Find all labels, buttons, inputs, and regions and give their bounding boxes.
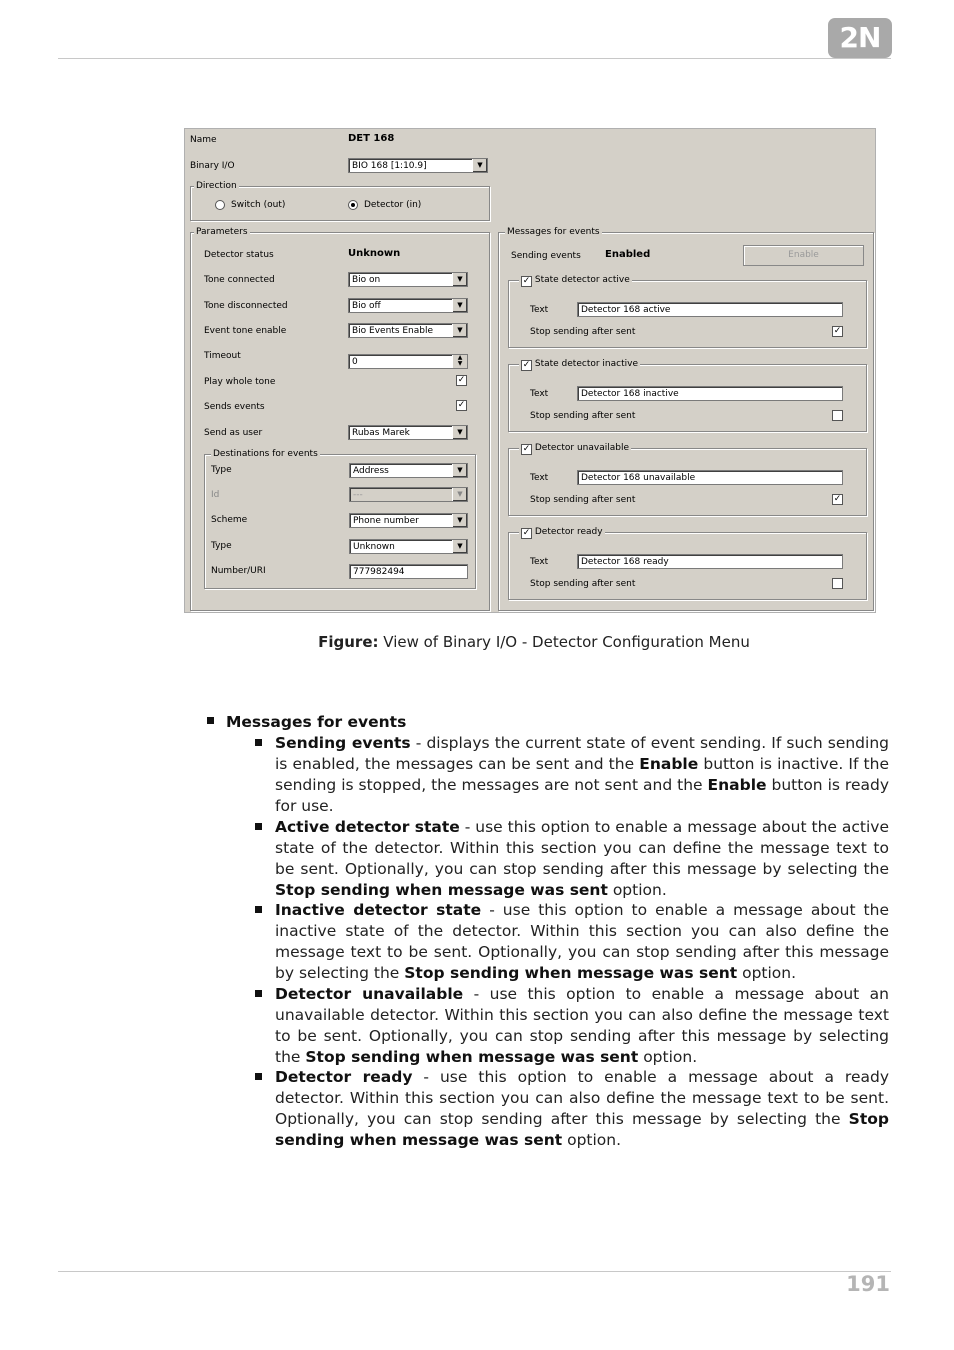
text-run: option. (562, 1130, 622, 1149)
play-whole-label: Play whole tone (204, 377, 276, 387)
list-item (275, 1067, 889, 1151)
figure-caption (0, 633, 954, 651)
text-label: Text (530, 557, 549, 567)
direction-group (190, 181, 490, 221)
detector-unavailable-text-input[interactable]: Detector 168 unavailable (577, 470, 843, 485)
enable-button[interactable]: Enable (743, 245, 864, 266)
direction-title: Direction (196, 181, 237, 191)
detector-ready-text-input[interactable]: Detector 168 ready (577, 554, 843, 569)
switch-label: Switch (out) (231, 200, 286, 210)
text-run: - use this option to enable a message about the inactive state of the detector. Within this section you can also define the message text to be sent. Optionally, you can stop sending after this message by selecting the (275, 901, 889, 982)
type-label: Type (211, 465, 232, 475)
text-run: - use this option to enable a message about the active state of the detector. Within this section you can define the message text to be sent. Optionally, you can stop sending after this message by selecting the (275, 818, 889, 878)
bold-term: Inactive detector state (275, 901, 482, 919)
bold-term: Enable (639, 754, 699, 773)
stop-sending-label: Stop sending after sent (530, 495, 636, 505)
parameters-title: Parameters (196, 227, 248, 237)
detector-ready-stop-checkbox[interactable] (832, 578, 843, 589)
bold-term: Stop sending when message was sent (305, 1047, 639, 1066)
dropdown-arrow-icon: ▼ (452, 324, 467, 337)
header-rule (58, 58, 891, 59)
detector-unavailable-checkbox[interactable]: ✓ (522, 444, 531, 454)
dropdown-arrow-icon: ▼ (452, 464, 467, 477)
bold-term: Detector unavailable (275, 985, 464, 1003)
state-inactive-group (508, 359, 867, 432)
bullet-icon (255, 823, 262, 830)
bullet-icon (255, 906, 262, 913)
text-run: button is inactive. If the sending is stopped, the messages are not sent and the (275, 754, 889, 794)
detector-unavailable-title: Detector unavailable (534, 443, 629, 453)
event-tone-label: Event tone enable (204, 326, 287, 336)
destinations-group (204, 449, 476, 589)
state-inactive-text-input[interactable]: Detector 168 inactive (577, 386, 843, 401)
state-active-title: State detector active (534, 275, 630, 285)
detector-unavailable-group (508, 443, 867, 516)
bullet-icon (255, 990, 262, 997)
stop-sending-label: Stop sending after sent (530, 327, 636, 337)
timeout-label: Timeout (204, 351, 241, 361)
sending-events-value: Enabled (605, 249, 651, 260)
bullet-icon (207, 717, 214, 724)
text-run: - displays the current state of event sending. If such sending is enabled, the messages can be sent and the (275, 734, 889, 773)
detector-ready-title: Detector ready (534, 527, 603, 537)
send-as-user-select[interactable]: Rubas Marek ▼ (348, 425, 468, 440)
send-as-user-label: Send as user (204, 428, 263, 438)
caption-text: View of Binary I/O - Detector Configuration Menu (378, 633, 750, 651)
number-uri-label: Number/URI (211, 566, 266, 576)
scheme-select[interactable]: Phone number ▼ (349, 513, 468, 528)
tone-connected-select[interactable]: Bio on ▼ (348, 272, 468, 287)
scheme-label: Scheme (211, 515, 248, 525)
page-number: 191 (846, 1272, 890, 1296)
tone-disconnected-label: Tone disconnected (204, 301, 288, 311)
text-run: option. (737, 963, 797, 982)
text-run: button is ready for use. (275, 775, 889, 815)
id-label: Id (211, 490, 220, 500)
text-label: Text (530, 305, 549, 315)
type2-label: Type (211, 541, 232, 551)
caption-prefix: Figure: (318, 633, 379, 651)
state-active-group (508, 275, 867, 348)
text-label: Text (530, 473, 549, 483)
detector-ready-checkbox[interactable]: ✓ (522, 528, 531, 538)
state-inactive-stop-checkbox[interactable] (832, 410, 843, 421)
detector-label: Detector (in) (364, 200, 422, 210)
name-label: Name (190, 135, 217, 145)
event-tone-select[interactable]: Bio Events Enable ▼ (348, 323, 468, 338)
name-value: DET 168 (348, 133, 395, 144)
state-active-stop-checkbox[interactable]: ✓ (833, 326, 842, 336)
detector-status-value: Unknown (348, 248, 401, 259)
list-item (275, 900, 889, 984)
type-select[interactable]: Address ▼ (349, 463, 468, 478)
bold-term: Stop sending when message was sent (275, 880, 608, 899)
text-run: option. (638, 1047, 698, 1066)
timeout-spinner[interactable]: 0 ▲ ▼ (348, 354, 468, 369)
brand-logo: 2N (828, 18, 892, 58)
switch-radio[interactable] (215, 200, 225, 210)
detector-ready-group (508, 527, 867, 600)
bold-term: Stop sending when message was sent (275, 1109, 889, 1149)
bold-term: Stop sending when message was sent (404, 963, 738, 982)
text-run: option. (607, 880, 667, 899)
text-run: - use this option to enable a message about a ready detector. Within this section you can also define the message text to be sent. Optionally, you can stop sending after this message by selecting the (275, 1068, 890, 1128)
stop-sending-label: Stop sending after sent (530, 411, 636, 421)
detector-status-label: Detector status (204, 250, 274, 260)
tone-disconnected-select[interactable]: Bio off ▼ (348, 298, 468, 313)
play-whole-checkbox[interactable]: ✓ (457, 375, 466, 385)
destinations-title: Destinations for events (213, 449, 318, 459)
text-label: Text (530, 389, 549, 399)
stop-sending-label: Stop sending after sent (530, 579, 636, 589)
binary-io-select[interactable]: BIO 168 [1:10.9] ▼ (348, 158, 488, 173)
dropdown-arrow-icon: ▼ (452, 426, 467, 439)
text-run: - use this option to enable a message about an unavailable detector. Within this section you can also define the message text to be sent. Optionally, you can stop sending after this message by selecting the (275, 985, 889, 1066)
list-item (275, 733, 889, 817)
bullet-icon (255, 1073, 262, 1080)
state-inactive-title: State detector inactive (534, 359, 638, 369)
dropdown-arrow-icon: ▼ (452, 299, 467, 312)
id-select[interactable]: --- ▼ (349, 487, 468, 502)
bold-term: Sending events (275, 734, 411, 752)
state-active-checkbox[interactable]: ✓ (522, 276, 531, 286)
messages-title: Messages for events (507, 227, 600, 237)
binary-io-label: Binary I/O (190, 161, 235, 171)
bold-term: Active detector state (275, 818, 460, 836)
bold-term: Enable (707, 775, 767, 794)
bullet-icon (255, 739, 262, 746)
detector-unavailable-stop-checkbox[interactable]: ✓ (833, 494, 842, 504)
tone-connected-label: Tone connected (204, 275, 275, 285)
state-active-text-input[interactable]: Detector 168 active (577, 302, 843, 317)
type2-select[interactable]: Unknown ▼ (349, 539, 468, 554)
dropdown-arrow-icon: ▼ (452, 273, 467, 286)
sends-events-checkbox[interactable]: ✓ (457, 400, 466, 410)
bold-term: Detector ready (275, 1068, 413, 1086)
sends-events-label: Sends events (204, 402, 265, 412)
dropdown-arrow-icon: ▼ (452, 514, 467, 527)
detector-radio[interactable] (348, 200, 358, 210)
detector-config-dialog (184, 128, 876, 613)
section-title: Messages for events (226, 713, 407, 731)
parameters-group (190, 227, 490, 611)
messages-group (498, 227, 874, 611)
list-item (275, 817, 889, 901)
footer-rule (58, 1271, 891, 1272)
dropdown-arrow-icon: ▼ (472, 159, 487, 172)
dropdown-arrow-icon: ▼ (452, 540, 467, 553)
state-inactive-checkbox[interactable]: ✓ (522, 360, 531, 370)
dropdown-arrow-icon: ▼ (452, 488, 467, 501)
number-uri-input[interactable]: 777982494 (349, 564, 468, 579)
sending-events-label: Sending events (511, 251, 581, 261)
spinner-arrows-icon[interactable]: ▲ ▼ (452, 355, 467, 368)
list-item (275, 984, 889, 1068)
